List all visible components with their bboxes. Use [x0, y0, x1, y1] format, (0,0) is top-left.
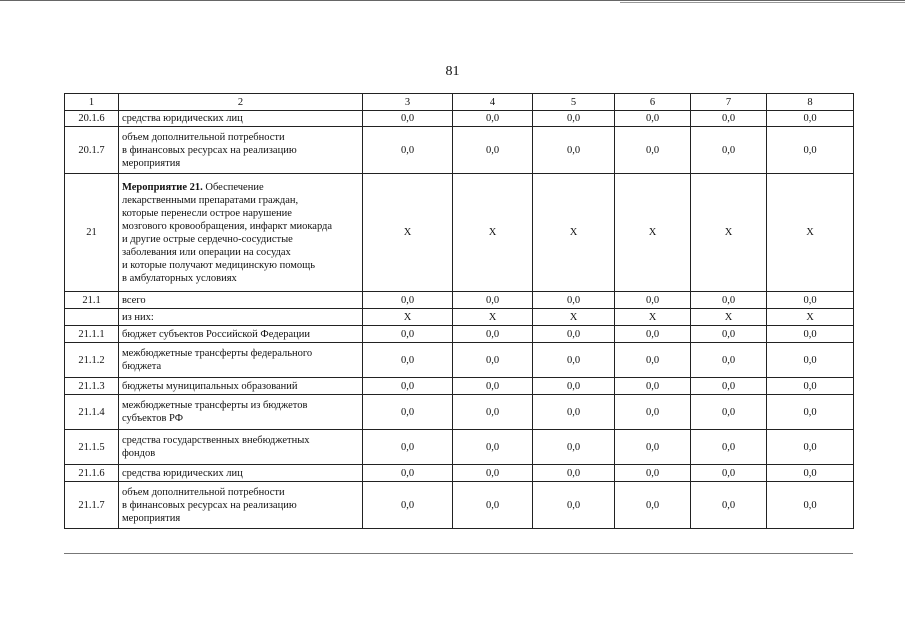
row-value: 0,0 [453, 127, 533, 174]
row-value: 0,0 [453, 343, 533, 378]
page-number: 81 [445, 64, 460, 79]
table-row [65, 465, 854, 482]
row-value: 0,0 [691, 343, 767, 378]
row-value: 0,0 [615, 292, 691, 309]
row-value: 0,0 [363, 395, 453, 430]
table-row [65, 127, 854, 174]
row-value: 0,0 [767, 378, 854, 395]
row-value: 0,0 [691, 465, 767, 482]
row-value: 0,0 [767, 395, 854, 430]
row-value: X [533, 309, 615, 326]
row-description [119, 482, 363, 529]
row-value: 0,0 [615, 465, 691, 482]
row-description-text: всего [122, 294, 146, 306]
row-value: 0,0 [453, 395, 533, 430]
row-value: X [767, 174, 854, 292]
header-cell: 6 [615, 94, 691, 111]
row-value: 0,0 [533, 343, 615, 378]
header-cell: 3 [363, 94, 453, 111]
row-description-text: бюджеты муниципальных образований [122, 380, 298, 392]
scan-top-edge-secondary [620, 2, 905, 3]
row-value: 0,0 [363, 343, 453, 378]
row-value: X [363, 174, 453, 292]
row-value: 0,0 [767, 465, 854, 482]
row-value: 0,0 [615, 378, 691, 395]
row-value: 0,0 [363, 127, 453, 174]
row-description [119, 430, 363, 465]
row-description-text: средства юридических лиц [122, 467, 243, 479]
row-value: 0,0 [767, 430, 854, 465]
row-value: 0,0 [533, 111, 615, 127]
header-cell: 4 [453, 94, 533, 111]
table-row [65, 326, 854, 343]
row-code: 21.1.3 [65, 378, 119, 395]
row-value: X [691, 174, 767, 292]
row-value: 0,0 [615, 482, 691, 529]
row-value: X [533, 174, 615, 292]
table-row [65, 343, 854, 378]
row-value: X [691, 309, 767, 326]
table-row [65, 395, 854, 430]
table-row [65, 482, 854, 529]
row-code: 20.1.6 [65, 111, 119, 127]
table-row [65, 292, 854, 309]
funding-table [64, 93, 854, 529]
row-description [119, 292, 363, 309]
table-row [65, 378, 854, 395]
table-row [65, 174, 854, 292]
table-row [65, 430, 854, 465]
row-value: 0,0 [453, 378, 533, 395]
row-code: 21 [65, 174, 119, 292]
row-value: 0,0 [363, 482, 453, 529]
row-value: 0,0 [363, 378, 453, 395]
row-value: 0,0 [363, 292, 453, 309]
row-value: 0,0 [691, 482, 767, 529]
row-code: 21.1.7 [65, 482, 119, 529]
row-value: 0,0 [363, 111, 453, 127]
header-cell: 1 [65, 94, 119, 111]
row-value: 0,0 [453, 430, 533, 465]
row-code: 20.1.7 [65, 127, 119, 174]
row-code: 21.1.6 [65, 465, 119, 482]
row-value: 0,0 [453, 326, 533, 343]
row-description [119, 309, 363, 326]
row-description-text: межбюджетные трансферты из бюджетов субъектов РФ [122, 400, 308, 424]
header-row [65, 94, 854, 111]
table-row [65, 309, 854, 326]
row-value: 0,0 [691, 127, 767, 174]
row-value: 0,0 [691, 430, 767, 465]
row-value: 0,0 [615, 127, 691, 174]
row-value: 0,0 [691, 111, 767, 127]
row-description-text: межбюджетные трансферты федерального бюджета [122, 348, 313, 372]
row-value: X [615, 174, 691, 292]
row-value: X [767, 309, 854, 326]
row-value: 0,0 [767, 326, 854, 343]
row-value: 0,0 [615, 111, 691, 127]
row-description [119, 465, 363, 482]
row-description-text: из них: [122, 311, 154, 323]
row-value: 0,0 [533, 465, 615, 482]
header-cell: 8 [767, 94, 854, 111]
row-description [119, 343, 363, 378]
table-row [65, 111, 854, 127]
row-value: 0,0 [615, 326, 691, 343]
row-value: 0,0 [767, 482, 854, 529]
row-value: 0,0 [453, 111, 533, 127]
row-code [65, 309, 119, 326]
row-description-text: Обеспечение лекарственными препаратами граждан, которые перенесли острое нарушение мозгового кровообращения, инфаркт миокарда и другие острые сердечно-сосудистые заболевания или операции на сосудах и которые получают медицинскую помощь в амбулаторных условиях [122, 181, 333, 284]
row-description [119, 111, 363, 127]
row-description [119, 378, 363, 395]
row-value: 0,0 [615, 395, 691, 430]
row-value: 0,0 [533, 127, 615, 174]
row-description-text: объем дополнительной потребности в финансовых ресурсах на реализацию мероприятия [122, 486, 297, 524]
row-value: 0,0 [767, 343, 854, 378]
header-cell: 7 [691, 94, 767, 111]
row-code: 21.1.2 [65, 343, 119, 378]
row-value: 0,0 [767, 127, 854, 174]
row-value: 0,0 [615, 343, 691, 378]
row-description [119, 395, 363, 430]
row-value: X [453, 174, 533, 292]
row-description-text: средства государственных внебюджетных фондов [122, 435, 310, 459]
row-description [119, 127, 363, 174]
row-value: 0,0 [533, 430, 615, 465]
row-value: 0,0 [615, 430, 691, 465]
row-value: 0,0 [533, 326, 615, 343]
row-value: X [453, 309, 533, 326]
row-value: 0,0 [691, 378, 767, 395]
row-description-lead: Мероприятие 21. [122, 181, 203, 193]
row-code: 21.1 [65, 292, 119, 309]
row-value: 0,0 [363, 465, 453, 482]
row-description [119, 326, 363, 343]
row-value: 0,0 [363, 326, 453, 343]
row-value: 0,0 [363, 430, 453, 465]
row-value: 0,0 [453, 465, 533, 482]
row-value: 0,0 [691, 326, 767, 343]
row-value: 0,0 [533, 292, 615, 309]
row-value: X [615, 309, 691, 326]
scan-bottom-edge [64, 553, 853, 554]
row-description-text: средства юридических лиц [122, 113, 243, 124]
header-cell: 2 [119, 94, 363, 111]
row-value: 0,0 [533, 378, 615, 395]
row-value: 0,0 [533, 482, 615, 529]
row-code: 21.1.4 [65, 395, 119, 430]
row-description-text: бюджет субъектов Российской Федерации [122, 328, 310, 340]
row-value: 0,0 [767, 292, 854, 309]
row-value: X [363, 309, 453, 326]
row-code: 21.1.1 [65, 326, 119, 343]
row-value: 0,0 [533, 395, 615, 430]
header-cell: 5 [533, 94, 615, 111]
row-code: 21.1.5 [65, 430, 119, 465]
row-description [119, 174, 363, 292]
row-value: 0,0 [767, 111, 854, 127]
row-value: 0,0 [453, 292, 533, 309]
scan-top-edge [0, 0, 905, 1]
row-value: 0,0 [691, 292, 767, 309]
row-value: 0,0 [453, 482, 533, 529]
row-value: 0,0 [691, 395, 767, 430]
row-description-text: объем дополнительной потребности в финансовых ресурсах на реализацию мероприятия [122, 131, 297, 169]
